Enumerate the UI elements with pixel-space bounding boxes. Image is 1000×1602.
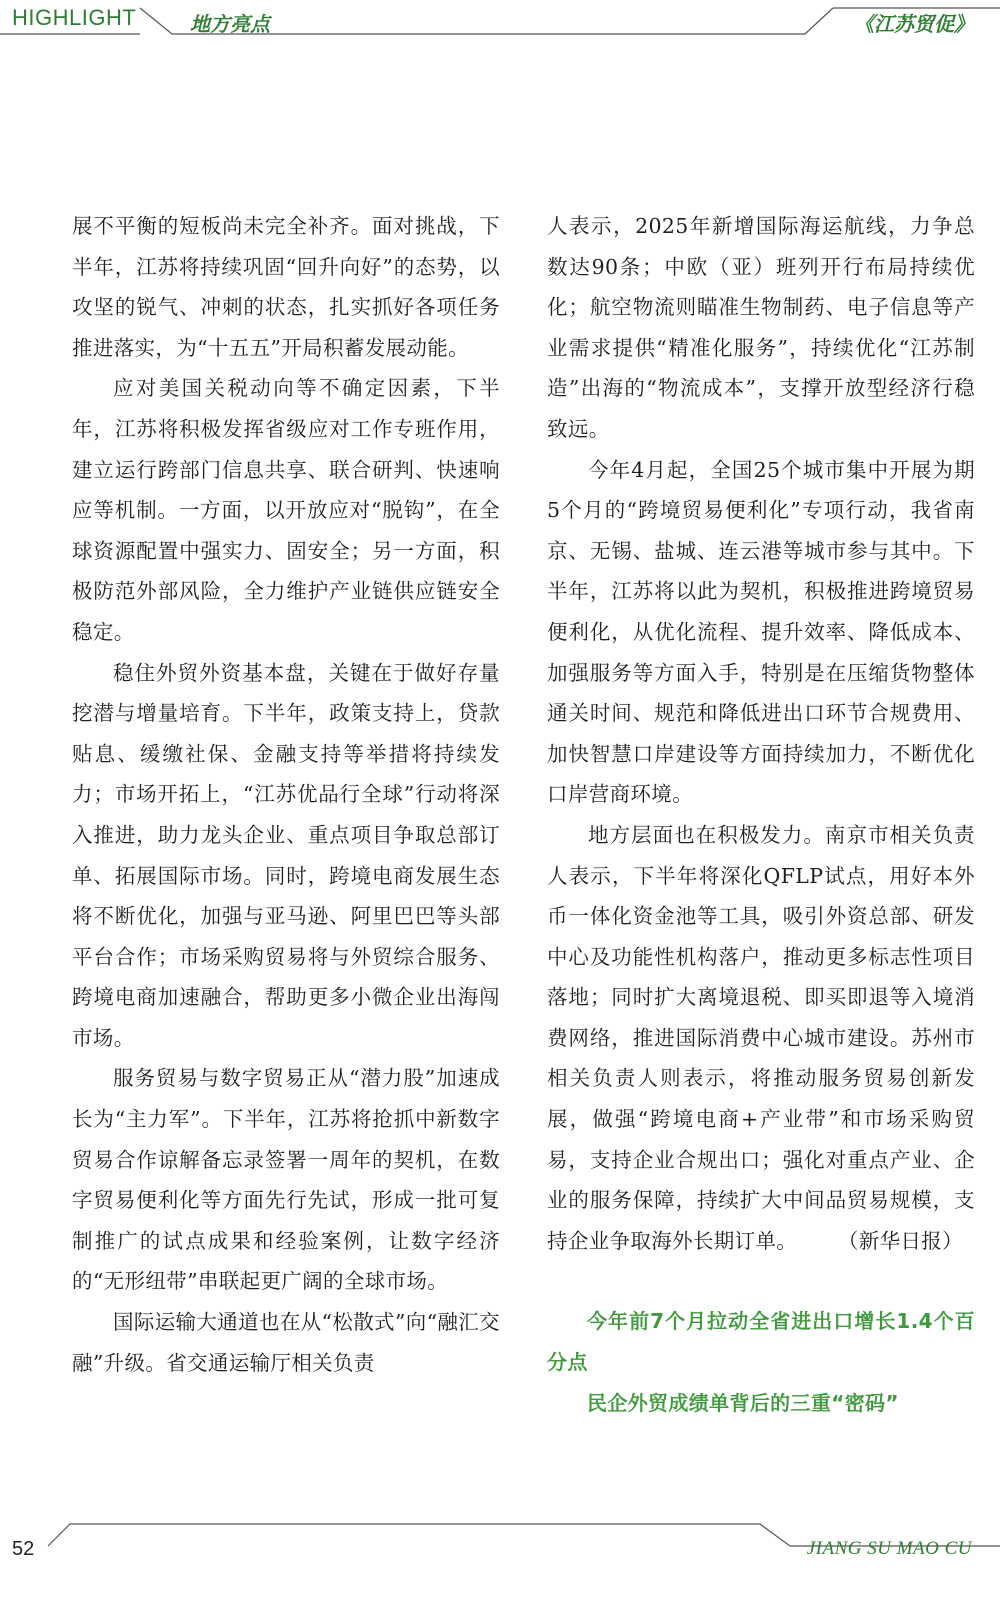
page-number: 52 <box>12 1538 35 1560</box>
header-rule <box>0 0 1000 40</box>
paragraph: 人表示，2025年新增国际海运航线，力争总数达90条；中欧（亚）班列开行布局持续优化；航空物流则瞄准生物制药、电子信息等产业需求提供“精准化服务”，持续优化“江苏制造”出海的“物流成本”，支撑开放型经济行稳致远。 <box>547 214 975 441</box>
paragraph: 应对美国关税动向等不确定因素，下半年，江苏将积极发挥省级应对工作专班作用，建立运行跨部门信息共享、联合研判、快速响应等机制。一方面，以开放应对“脱钩”，在全球资源配置中强实力、固安全；另一方面，积极防范外部风险，全力维护产业链供应链安全稳定。 <box>72 376 500 644</box>
paragraph: 地方层面也在积极发力。南京市相关负责人表示，下半年将深化QFLP试点，用好本外币一体化资金池等工具，吸引外资总部、研发中心及功能性机构落户，推动更多标志性项目落地；同时扩大离境退税、即买即退等入境消费网络，推进国际消费中心城市建设。苏州市相关负责人则表示，将推动服务贸易创新发展，做强“跨境电商+产业带”和市场采购贸易，支持企业合规出口；强化对重点产业、企业的服务保障，持续扩大中间品贸易规模，支持企业争取海外长期订单。 <box>547 822 975 1253</box>
next-article-subheadline: 民企外贸成绩单背后的三重“密码” <box>587 1390 899 1415</box>
paragraph: 今年4月起，全国25个城市集中开展为期5个月的“跨境贸易便利化”专项行动，我省南京、无锡、盐城、连云港等城市参与其中。下半年，江苏将以此为契机，积极推进跨境贸易便利化，从优化流程、提升效率、降低成本、加强服务等方面入手，特别是在压缩货物整体通关时间、规范和降低进出口环节合规费用、加快智慧口岸建设等方面持续加力，不断优化口岸营商环境。 <box>547 457 975 807</box>
article-source: （新华日报） <box>837 1228 963 1253</box>
next-article-headline: 今年前7个月拉动全省进出口增长1.4个百分点 <box>547 1309 975 1375</box>
header-section-title: 地方亮点 <box>190 12 270 36</box>
paragraph: 展不平衡的短板尚未完全补齐。面对挑战，下半年，江苏将持续巩固“回升向好”的态势，以攻坚的锐气、冲刺的状态，扎实抓好各项任务推进落实，为“十五五”开局积蓄发展动能。 <box>72 214 500 360</box>
paragraph: 服务贸易与数字贸易正从“潜力股”加速成长为“主力军”。下半年，江苏将抢抓中新数字贸易合作谅解备忘录签署一周年的契机，在数字贸易便利化等方面先行先试，形成一批可复制推广的试点成果和经验案例，让数字经济的“无形纽带”串联起更广阔的全球市场。 <box>72 1066 500 1294</box>
left-column <box>72 206 500 1383</box>
paragraph: 稳住外贸外资基本盘，关键在于做好存量挖潜与增量培育。下半年，政策支持上，贷款贴息、缓缴社保、金融支持等举措将持续发力；市场开拓上，“江苏优品行全球”行动将深入推进，助力龙头企业、重点项目争取总部订单、拓展国际市场。同时，跨境电商发展生态将不断优化，加强与亚马逊、阿里巴巴等头部平台合作；市场采购贸易将与外贸综合服务、跨境电商加速融合，帮助更多小微企业出海闯市场。 <box>72 660 500 1050</box>
header-label: HIGHLIGHT <box>12 5 137 30</box>
right-column <box>547 206 975 1423</box>
next-article-heading <box>547 1301 975 1423</box>
paragraph: 国际运输大通道也在从“松散式”向“融汇交融”升级。省交通运输厅相关负责 <box>72 1310 500 1375</box>
header-magazine-title: 《江苏贸促》 <box>854 12 974 36</box>
footer-magazine-title: JIANG SU MAO CU <box>806 1538 972 1559</box>
